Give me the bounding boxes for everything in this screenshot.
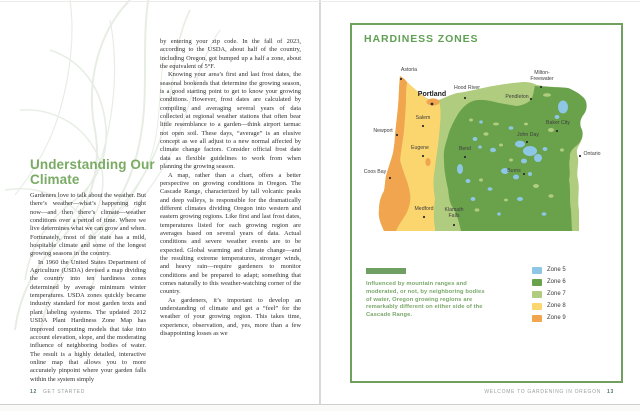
zone9-swatch: [532, 315, 542, 322]
city-label-bend: Bend: [458, 146, 472, 152]
caption-accent-bar: [366, 268, 406, 274]
paragraph: Knowing your area’s first and last frost dates, the seasonal bookends that determine the growing season, is a good starting point to get to know your growing conditions. However, frost dates are calculated by compiling and averaging several years of data collected at regional weather stations that often bear little resemblance to a garden—think airport tarmac not open soil. These days, “average” is an elusive concept as we all adjust to a new normal affected by climate change factors. Consider official frost date data as flexible guidelines to work from when planning the growing season.: [160, 71, 301, 171]
page-gutter: [319, 0, 321, 404]
section-name: GET STARTED: [42, 389, 86, 395]
legend-item-zone8: [532, 302, 566, 310]
zone8-swatch: [532, 303, 542, 310]
legend-label: Zone 5: [547, 267, 566, 273]
paragraph: A map, rather than a chart, offers a better perspective on growing conditions in Oregon. The Cascade Range, characterized by tall volcanic peaks and deep valleys, is responsible for the dramatically different climates dividing Oregon into western and eastern growing regions. Like first and last frost dates, temperatures listed for each growing region are averages based on several years of data. Actual conditions and severe weather events are to be expected. Global warming and climate change—and the resulting extreme temperatures, stronger winds, and heavy rain—require gardeners to monitor conditions and be prepared to adapt; something that comes naturally to this weather-watching corner of the country.: [160, 171, 301, 296]
city-label-pendleton: Pendleton: [505, 94, 529, 100]
city-label-milton-freewater: Milton- Freewater: [530, 70, 554, 82]
city-label-john-day: John Day: [517, 132, 539, 138]
page-number: 12: [30, 389, 37, 395]
legend-label: Zone 9: [547, 315, 566, 321]
city-label-klamath-falls: Klamath Falls: [444, 207, 464, 219]
city-label-burns: Burns: [507, 168, 521, 174]
page-number: 13: [607, 389, 614, 395]
city-label-salem: Salem: [415, 115, 431, 121]
page-bottom-edge: [0, 405, 640, 411]
right-page: [321, 0, 640, 404]
top-edge-line: [0, 1, 640, 2]
city-label-ontario: Ontario: [583, 151, 601, 157]
legend-item-zone7: [532, 290, 566, 298]
zone7-swatch: [532, 291, 542, 298]
paragraph: As gardeners, it’s important to develop an understanding of climate and get a “feel” for the weather of your growing region. This takes time, experience, observation, and, yes, more than a few disappointing losses as we: [160, 296, 301, 338]
right-page-footer: [478, 389, 614, 395]
eugene-zone9-patch: [425, 158, 430, 166]
legend-label: Zone 7: [547, 291, 566, 297]
legend-label: Zone 8: [547, 303, 566, 309]
zone6-swatch: [532, 279, 542, 286]
oregon-map-svg: [321, 0, 640, 404]
city-label-coos-bay: Coos Bay: [363, 169, 387, 175]
section-heading: Understanding Our Climate: [30, 157, 155, 187]
paragraph: by entering your zip code. In the fall of 2023, according to the USDA, about half of the country, including Oregon, got bumped up a half a zone, about the equivalent of 5°F.: [160, 38, 301, 71]
left-page: [0, 0, 320, 404]
legend-label: Zone 6: [547, 279, 566, 285]
section-name: WELCOME TO GARDENING IN OREGON: [484, 389, 602, 395]
oregon-hardiness-map: [321, 0, 640, 404]
paragraph: Gardeners love to talk about the weather. But there’s weather—what’s happening right now—and then there’s climate—weather conditions over a period of time. Where we live determines what we can grow and when. Fortunately, most of the state has a mild, hospitable climate and some of the longest growing seasons in the country.: [30, 192, 146, 258]
body-column-1: [30, 192, 146, 383]
zone5-swatch: [532, 267, 542, 274]
legend-item-zone6: [532, 278, 566, 286]
city-label-newport: Newport: [373, 128, 393, 134]
city-label-medford: Medford: [414, 206, 434, 212]
legend-item-zone5: [532, 266, 566, 274]
map-caption: Influenced by mountain ranges and moderated, or not, by neighboring bodies of water, Oregon growing regions are remarkably different on either side of the Cascade Range.: [366, 281, 485, 319]
city-label-eugene: Eugene: [411, 145, 429, 151]
city-label-astoria: Astoria: [400, 67, 418, 73]
paragraph: In 1960 the United States Department of Agriculture (USDA) devised a map dividing the country into ten hardiness zones determined by average minimum winter temperatures. USDA zones quickly became industry standard for most garden texts and plant labeling systems. The updated 2012 USDA Plant Hardiness Zone Map has improved computing models that take into account elevation, slope, and the moderating influence of neighboring bodies of water. The result is a highly detailed, interactive online map that allows you to more accurately pinpoint where your garden falls within the system simply: [30, 258, 146, 383]
left-page-footer: [30, 389, 91, 395]
legend-item-zone9: [532, 314, 566, 322]
city-label-hood-river: Hood River: [454, 85, 480, 91]
panel-title: HARDINESS ZONES: [364, 33, 479, 45]
zone-legend: [532, 266, 566, 326]
body-column-2: [160, 38, 301, 374]
city-label-baker-city: Baker City: [546, 120, 570, 126]
city-label-portland: Portland: [417, 91, 447, 98]
